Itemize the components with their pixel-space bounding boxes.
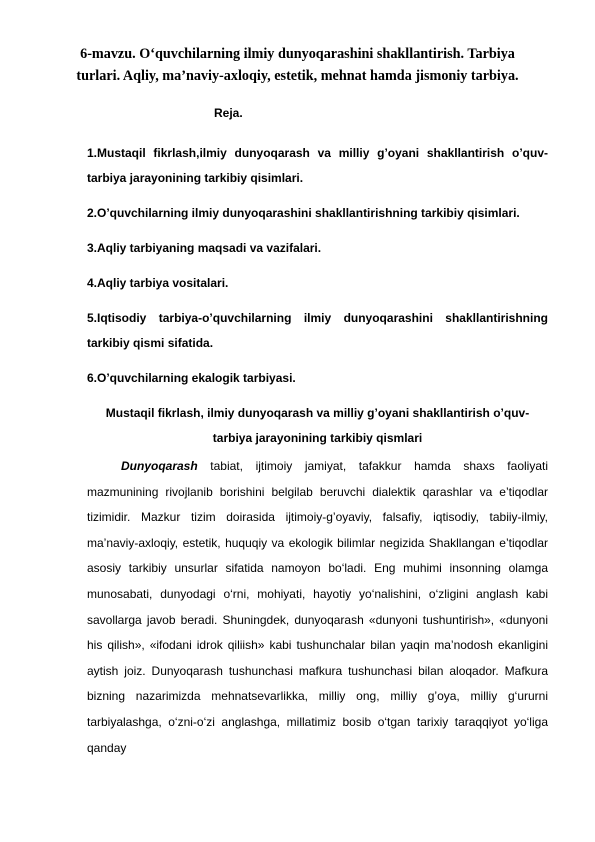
plan-item-1-line-1: 1.Mustaqil fikrlash,ilmiy dunyoqarash va milliy g’oyani shakllantirish o’quv- [87,146,548,160]
body-text: tabiat, ijtimoiy jamiyat, tafakkur hamda shaxs faoliyati mazmunining rivojlanib borishini belgilab beruvchi dialektik qarashlar va e’tiqodlar tizimidir. Mazkur tizim doirasida ijtimoiy-g’oyaviy, falsafiy, iqtisodiy, tabiiy-ilmiy, ma’naviy-axloqiy, estetik, huquqiy va ekologik bilimlar negizida Shakllangan e’tiqodlar asosiy tarkibiy unsurlar sifatida namoyon bo‘ladi. Eng muhimi insonning olamga munosabati, dunyodagi o‘rni, mohiyati, hayotiy yo‘nalishini, o‘zligini anglash kabi savollarga javob beradi. Shuningdek, dunyoqarash «dunyoni tushuntirish», «dunyoni his qilish», «ifodani idrok qiliish» kabi tushunchalar bilan yaqin ma’nodosh ekanligini aytish joiz. Dunyoqarash tushunchasi mafkura tushunchasi bilan aloqador. Mafkura bizning nazarimizda mehnatsevarlikka, milliy ong, milliy g’oya, milliy g‘ururni tarbiyalashga, o‘zni-o‘zi anglashga, millatimiz bosib o‘tgan tarixiy taraqqiyot yo‘liga qanday [87,459,548,755]
plan-item-4: 4.Aqliy tarbiya vositalari. [87,276,229,290]
plan-item-5-line-2: tarkibiy qismi sifatida. [87,336,214,350]
plan-item-1-line-2: tarbiya jarayonining tarkibiy qisimlari. [87,171,304,185]
plan-item-2: 2.O’quvchilarning ilmiy dunyoqarashini shakllantirishning tarkibiy qisimlari. [87,206,520,220]
plan-list [87,141,548,391]
body-term: Dunyoqarash [121,459,198,473]
body-paragraph [87,454,548,761]
section-heading-line-1: Mustaqil fikrlash, ilmiy dunyoqarash va milliy g’oyani shakllantirish o’quv- [105,406,530,420]
section-heading [87,401,548,451]
plan-heading: Reja. [214,106,243,120]
plan-item-5-line-1: 5.Iqtisodiy tarbiya-o’quvchilarning ilmiy dunyoqarashini shakllantirishning [87,311,548,325]
section-heading-line-2: tarbiya jarayonining tarkibiy qismlari [212,431,423,445]
document-title: 6-mavzu. O‘quvchilarning ilmiy dunyoqarashini shakllantirish. Tarbiya turlari. Aqliy, ma’naviy-axloqiy, estetik, mehnat hamda jismoniy tarbiya. [76,46,519,84]
plan-item-6: 6.O’quvchilarning ekalogik tarbiyasi. [87,371,296,385]
plan-item-3: 3.Aqliy tarbiyaning maqsadi va vazifalari. [87,241,322,255]
